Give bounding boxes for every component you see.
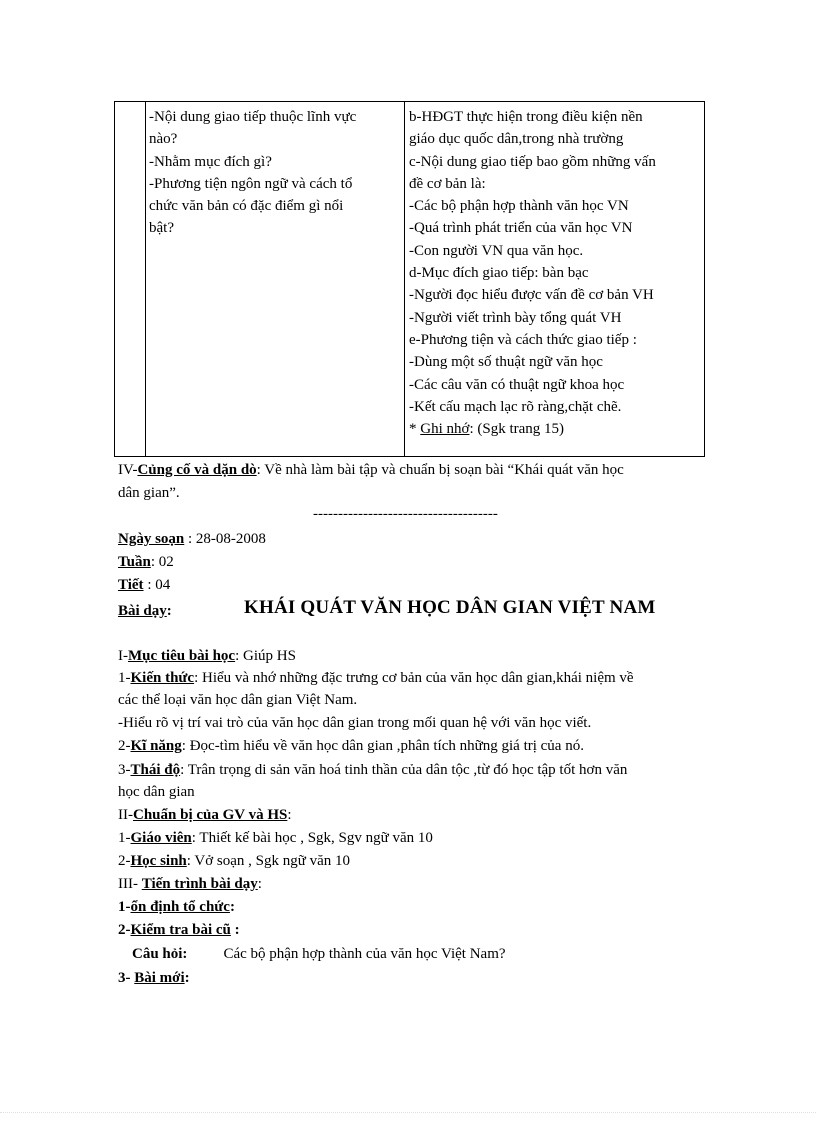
period-line	[118, 575, 170, 595]
teacher-text: : Thiết kế bài học , Sgk, Sgv ngữ văn 10	[191, 830, 433, 846]
answer-line: c-Nội dung giao tiếp bao gồm những vấn	[409, 153, 656, 170]
new-lesson-line	[118, 968, 190, 988]
question-line: bật?	[149, 220, 174, 237]
page-edge-line	[0, 1112, 816, 1113]
answer-line: -Người đọc hiểu được vấn đề cơ bản VH	[409, 287, 654, 304]
teacher-label: Giáo viên	[130, 830, 192, 846]
knowledge-text: : Hiểu và nhớ những đặc trưng cơ bản của văn học dân gian,khái niệm về	[194, 670, 634, 686]
answer-line: đề cơ bản là:	[409, 175, 486, 192]
question-line: chức văn bản có đặc điểm gì nổi	[149, 198, 344, 215]
attitude-line	[118, 760, 627, 780]
table-divider	[145, 102, 146, 456]
question-text: Các bộ phận hợp thành của văn học Việt Nam?	[223, 946, 506, 962]
objectives-label: Mục tiêu bài học	[128, 648, 236, 664]
answer-line: giáo dục quốc dân,trong nhà trường	[409, 131, 624, 148]
attitude-label: Thái độ	[130, 762, 181, 778]
answer-line: b-HĐGT thực hiện trong điều kiện nền	[409, 109, 643, 125]
table-cell-questions	[149, 106, 404, 240]
content-table	[114, 101, 705, 457]
question-line: nào?	[149, 131, 178, 148]
consolidate-label: Củng cố và dặn dò	[137, 462, 257, 478]
teacher-line	[118, 828, 433, 848]
prep-colon: :	[287, 807, 292, 823]
attitude-line-2: học dân gian	[118, 784, 195, 800]
consolidate-line	[118, 460, 624, 480]
answer-line: -Quá trình phát triển của văn học VN	[409, 220, 633, 237]
teacher-prefix: 1-	[118, 830, 131, 846]
knowledge-line-3: -Hiểu rõ vị trí vai trò của văn học dân gian trong mối quan hệ với văn học viết.	[118, 715, 592, 731]
question-label: Câu hỏi:	[132, 946, 188, 962]
knowledge-prefix: 1-	[118, 670, 131, 686]
answer-line: e-Phương tiện và cách thức giao tiếp :	[409, 331, 637, 348]
note-prefix: *	[409, 421, 421, 438]
organize-label: ổn định tổ chức	[130, 899, 230, 915]
check-line	[118, 920, 240, 940]
process-prefix: III-	[118, 876, 142, 892]
week-label: Tuần	[118, 554, 151, 570]
objectives-prefix: I-	[118, 648, 128, 664]
student-text: : Vở soạn , Sgk ngữ văn 10	[186, 853, 351, 869]
knowledge-label: Kiến thức	[130, 670, 195, 686]
new-lesson-label: Bài mới	[134, 970, 185, 986]
knowledge-line	[118, 668, 634, 688]
consolidate-prefix: IV-	[118, 462, 138, 478]
process-heading	[118, 874, 262, 894]
skills-line	[118, 736, 584, 756]
student-line	[118, 851, 350, 871]
check-colon: :	[230, 922, 240, 938]
question-line: -Nội dung giao tiếp thuộc lĩnh vực	[149, 109, 357, 125]
process-colon: :	[257, 876, 262, 892]
prep-prefix: II-	[118, 807, 133, 823]
objectives-heading	[118, 646, 296, 666]
organize-line	[118, 897, 235, 917]
week-line	[118, 552, 174, 572]
lesson-line	[118, 601, 172, 621]
answer-line: d-Mục đích giao tiếp: bàn bạc	[409, 265, 589, 282]
date-line	[118, 529, 266, 549]
lesson-colon: :	[166, 603, 172, 619]
period-value: : 04	[143, 577, 171, 593]
consolidate-text: : Về nhà làm bài tập và chuẩn bị soạn bài “Khái quát văn học	[256, 462, 624, 478]
table-divider	[404, 102, 405, 456]
week-value: : 02	[150, 554, 174, 570]
lesson-label: Bài dạy	[118, 603, 167, 619]
process-label: Tiến trình bài dạy	[141, 876, 258, 892]
answer-line: -Người viết trình bày tổng quát VH	[409, 309, 622, 326]
skills-prefix: 2-	[118, 738, 131, 754]
date-value: : 28-08-2008	[184, 531, 266, 547]
note-text: : (Sgk trang 15)	[469, 421, 565, 438]
lesson-title: KHÁI QUÁT VĂN HỌC DÂN GIAN VIỆT NAM	[244, 597, 656, 618]
skills-label: Kĩ năng	[130, 738, 182, 754]
answer-line: -Kết cấu mạch lạc rõ ràng,chặt chẽ.	[409, 398, 622, 415]
question-line: -Nhằm mục đích gì?	[149, 153, 272, 170]
answer-line: -Dùng một số thuật ngữ văn học	[409, 354, 603, 371]
organize-colon: :	[229, 899, 235, 915]
check-label: Kiểm tra bài cũ	[130, 922, 231, 938]
prep-label: Chuẩn bị của GV và HS	[133, 807, 288, 823]
date-label: Ngày soạn	[118, 531, 185, 547]
note-label: Ghi nhớ	[420, 421, 470, 438]
organize-prefix: 1-	[118, 899, 131, 915]
section-separator: -------------------------------------	[313, 506, 498, 522]
answer-line: -Các câu văn có thuật ngữ khoa học	[409, 376, 625, 393]
consolidate-line-2: dân gian”.	[118, 485, 180, 501]
note-line	[409, 418, 699, 440]
answer-line: -Các bộ phận hợp thành văn học VN	[409, 198, 629, 215]
prep-heading	[118, 805, 292, 825]
knowledge-line-2: các thể loại văn học dân gian Việt Nam.	[118, 692, 358, 708]
student-label: Học sinh	[130, 853, 187, 869]
question-line	[132, 944, 506, 964]
attitude-prefix: 3-	[118, 762, 131, 778]
question-line: -Phương tiện ngôn ngữ và cách tổ	[149, 175, 353, 192]
objectives-text: : Giúp HS	[235, 648, 296, 664]
attitude-text: : Trân trọng di sản văn hoá tinh thần của dân tộc ,từ đó học tập tốt hơn văn	[180, 762, 628, 778]
new-lesson-colon: :	[184, 970, 190, 986]
table-cell-answers	[409, 106, 699, 440]
student-prefix: 2-	[118, 853, 131, 869]
skills-text: : Đọc-tìm hiểu về văn học dân gian ,phân tích những giá trị của nó.	[181, 738, 584, 754]
period-label: Tiết	[118, 577, 144, 593]
new-lesson-prefix: 3-	[118, 970, 135, 986]
answer-line: -Con người VN qua văn học.	[409, 242, 584, 259]
check-prefix: 2-	[118, 922, 131, 938]
